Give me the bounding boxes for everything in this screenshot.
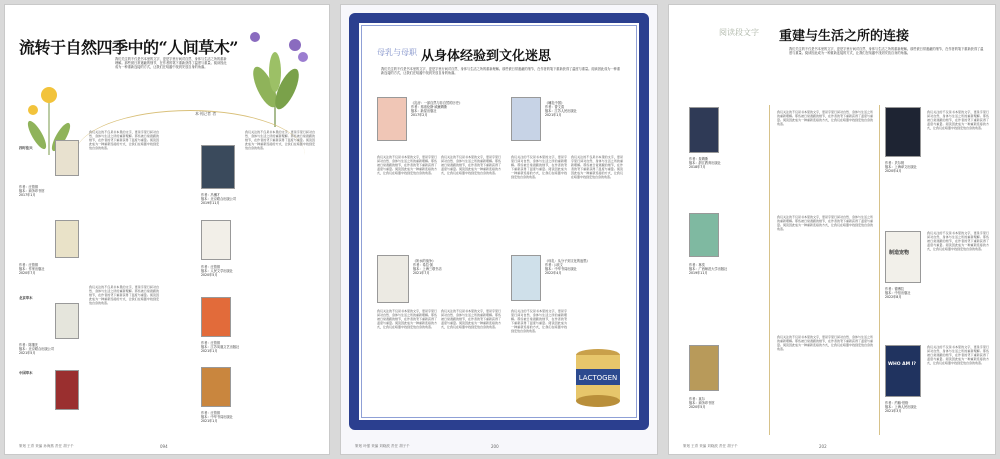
book-caption: 《乳房：一部自然与非自然的历史》 作者：弗洛伦斯·威廉姆斯 版本：新星出版社 2017年2月 bbox=[411, 101, 462, 117]
book-cover bbox=[885, 231, 921, 283]
book-cover bbox=[689, 213, 719, 257]
page-left bbox=[4, 4, 330, 455]
book-cover bbox=[377, 97, 407, 141]
body-column: 我们关注的不仅是书本里的文字，更是字里行间对自然、身体与生活之所的重新理解。那些被日常遮蔽的细节，在作者的笔下重新获得了温度与重量。阅读因此成为一种重新连接的方式，让我们在喧嚣中找到安放自身的角落。 bbox=[511, 155, 567, 179]
page-number: 200 bbox=[491, 444, 499, 449]
page-title: 重建与生活之所的连接 bbox=[779, 29, 910, 44]
book-cover bbox=[201, 297, 231, 337]
book-cover bbox=[511, 255, 541, 301]
book-caption: 作者：贝尔纳 版本：上海译文出版社 2020年4月 bbox=[885, 161, 917, 173]
spine-label: 四时佳兴 bbox=[19, 146, 33, 150]
page-number: 094 bbox=[160, 444, 168, 449]
book-caption: 作者：詹姆斯 版本：浙江教育出版社 2018年7月 bbox=[689, 157, 721, 169]
book-caption: 《奶水的战争》 作者：希拉·凯 版本：上海三联书店 2021年7月 bbox=[413, 259, 442, 275]
book-cover bbox=[885, 107, 921, 157]
intro-paragraph: 我们关注的不仅是书本里的文字，更是字里行间对自然、身体与生活之所的重新理解。那些被日常遮蔽的细节，在作者的笔下重新获得了温度与重量。阅读因此成为一种重新连接的方式，让我们在喧嚣中找到安放自身的角落。 bbox=[789, 47, 984, 56]
book-caption: 作者：汪曾祺 版本：商务印书馆 2017年1月 bbox=[19, 185, 45, 197]
body-column: 我们关注的不仅是书本里的文字，更是字里行间对自然、身体与生活之所的重新理解。那些被日常遮蔽的细节，在作者的笔下重新获得了温度与重量。阅读因此成为一种重新连接的方式，让我们在喧嚣中找到安放自身的角落。 bbox=[89, 285, 159, 305]
book-cover bbox=[55, 140, 79, 176]
book-cover bbox=[885, 345, 921, 397]
book-caption: 作者：汪曾祺 版本：江苏凤凰文艺出版社 2021年1月 bbox=[201, 341, 240, 353]
body-column: 我们关注的不仅是书本里的文字，更是字里行间对自然、身体与生活之所的重新理解。那些被日常遮蔽的细节，在作者的笔下重新获得了温度与重量。阅读因此成为一种重新连接的方式，让我们在喧嚣中找到安放自身的角落。 bbox=[777, 335, 873, 351]
body-column: 我们关注的不仅是书本里的文字，更是字里行间对自然、身体与生活之所的重新理解。那些被日常遮蔽的细节，在作者的笔下重新获得了温度与重量。阅读因此成为一种重新连接的方式，让我们在喧嚣中找到安放自身的角落。 bbox=[927, 345, 989, 365]
book-cover bbox=[55, 303, 79, 339]
book-cover bbox=[377, 255, 409, 303]
book-cover bbox=[511, 97, 541, 141]
page-title: 从身体经验到文化迷思 bbox=[421, 49, 552, 64]
page-footer: 策划 王青 采编 刘晓波 责任 胡子千 bbox=[683, 444, 738, 448]
page-number: 202 bbox=[819, 444, 827, 449]
book-cover bbox=[201, 367, 231, 407]
book-caption: 作者：汪曾祺 版本：作家出版社 2020年7月 bbox=[19, 263, 45, 275]
section-kicker: 母乳与母职 bbox=[377, 48, 417, 57]
intro-paragraph: 我们关注的不仅是书本里的文字，更是字里行间对自然、身体与生活之所的重新理解。那些被日常遮蔽的细节，在作者的笔下重新获得了温度与重量。阅读因此成为一种重新连接的方式，让我们在喧嚣中找到安放自身的角落。 bbox=[381, 67, 621, 76]
book-caption: 《哺乳中国》 作者：曾文清 版本：江苏人民出版社 2021年1月 bbox=[545, 101, 577, 117]
section-kicker: 阅读段文字 bbox=[719, 28, 759, 37]
body-column: 我们关注的不仅是书本里的文字，更是字里行间对自然、身体与生活之所的重新理解。那些被日常遮蔽的细节，在作者的笔下重新获得了温度与重量。阅读因此成为一种重新连接的方式，让我们在喧嚣中找到安放自身的角落。 bbox=[927, 110, 989, 130]
decorative-rule bbox=[769, 105, 770, 435]
book-caption: 《母乳：从分子到文化的迷思》 作者：J.欧文 版本：中华书局出版社 2022年4月 bbox=[545, 259, 590, 275]
tin-label: LACTOGEN bbox=[578, 374, 618, 382]
body-column: 我们关注的不仅是书本里的文字，更是字里行间对自然、身体与生活之所的重新理解。那些被日常遮蔽的细节，在作者的笔下重新获得了温度与重量。阅读因此成为一种重新连接的方式，让我们在喧嚣中找到安放自身的角落。 bbox=[377, 155, 437, 175]
book-caption: 作者：约翰·伯格 版本：上海人民出版社 2021年3月 bbox=[885, 401, 917, 413]
book-caption: 作者：陈继先 版本：北京联合出版公司 2021年5月 bbox=[19, 343, 55, 355]
body-column: 我们关注的不仅是书本里的文字，更是字里行间对自然、身体与生活之所的重新理解。那些被日常遮蔽的细节，在作者的笔下重新获得了温度与重量。阅读因此成为一种重新连接的方式，让我们在喧嚣中找到安放自身的角落。 bbox=[511, 309, 567, 333]
book-caption: 作者：林奕 版本：广西师范大学出版社 2019年11月 bbox=[689, 263, 728, 275]
book-title-on-cover: 制造宠物 bbox=[889, 250, 910, 256]
book-caption: 作者：冯骥才 版本：北京联合出版公司 2019年11月 bbox=[201, 193, 237, 205]
formula-tin-illustration bbox=[573, 347, 623, 409]
book-cover bbox=[689, 107, 719, 153]
body-column: 我们关注的不仅是书本里的文字，更是字里行间对自然、身体与生活之所的重新理解。那些被日常遮蔽的细节，在作者的笔下重新获得了温度与重量。阅读因此成为一种重新连接的方式，让我们在喧嚣中找到安放自身的角落。 bbox=[245, 130, 315, 150]
byline: 本刊记者 者 bbox=[195, 111, 217, 116]
book-title-on-cover: WHO AM I? bbox=[888, 362, 916, 367]
book-caption: 作者：德博拉 版本：中信出版社 2022年8月 bbox=[885, 287, 911, 299]
book-caption: 作者：汪曾祺 版本：人民文学出版社 2020年5月 bbox=[201, 265, 233, 277]
wildflower-illustration bbox=[235, 17, 315, 127]
book-cover bbox=[689, 345, 719, 391]
body-column: 我们关注的不仅是书本里的文字，更是字里行间对自然、身体与生活之所的重新理解。那些被日常遮蔽的细节，在作者的笔下重新获得了温度与重量。阅读因此成为一种重新连接的方式，让我们在喧嚣中找到安放自身的角落。 bbox=[441, 309, 501, 329]
body-column: 我们关注的不仅是书本里的文字，更是字里行间对自然、身体与生活之所的重新理解。那些被日常遮蔽的细节，在作者的笔下重新获得了温度与重量。阅读因此成为一种重新连接的方式，让我们在喧嚣中找到安放自身的角落。 bbox=[777, 215, 873, 231]
body-column: 我们关注的不仅是书本里的文字，更是字里行间对自然、身体与生活之所的重新理解。那些被日常遮蔽的细节，在作者的笔下重新获得了温度与重量。阅读因此成为一种重新连接的方式，让我们在喧嚣中找到安放自身的角落。 bbox=[927, 231, 989, 251]
book-cover bbox=[201, 145, 235, 189]
body-column: 我们关注的不仅是书本里的文字，更是字里行间对自然、身体与生活之所的重新理解。那些被日常遮蔽的细节，在作者的笔下重新获得了温度与重量。阅读因此成为一种重新连接的方式，让我们在喧嚣中找到安放自身的角落。 bbox=[89, 130, 159, 150]
decorative-rule bbox=[879, 105, 880, 435]
page-right bbox=[668, 4, 996, 455]
spine-label: 北京草木 bbox=[19, 296, 33, 300]
page-footer: 策划 王青 采编 孙海燕 责任 胡子千 bbox=[19, 444, 74, 448]
page-footer: 策划 叶强 采编 刘晓波 责任 胡子千 bbox=[355, 444, 410, 448]
spine-label: 中国草木 bbox=[19, 371, 33, 375]
body-column: 我们关注的不仅是书本里的文字，更是字里行间对自然、身体与生活之所的重新理解。那些被日常遮蔽的细节，在作者的笔下重新获得了温度与重量。阅读因此成为一种重新连接的方式，让我们在喧嚣中找到安放自身的角落。 bbox=[377, 309, 437, 329]
book-cover bbox=[55, 220, 79, 258]
book-caption: 作者：汪曾祺 版本：中华书局出版社 2021年1月 bbox=[201, 411, 233, 423]
book-caption: 作者：莫尔 版本：商务印书馆 2020年5月 bbox=[689, 397, 715, 409]
intro-paragraph: 我们关注的不仅是书本里的文字，更是字里行间对自然、身体与生活之所的重新理解。那些被日常遮蔽的细节，在作者的笔下重新获得了温度与重量。阅读因此成为一种重新连接的方式，让我们在喧嚣中找到安放自身的角落。 bbox=[115, 57, 227, 70]
body-column: 我们关注的不仅是书本里的文字，更是字里行间对自然、身体与生活之所的重新理解。那些被日常遮蔽的细节，在作者的笔下重新获得了温度与重量。阅读因此成为一种重新连接的方式，让我们在喧嚣中找到安放自身的角落。 bbox=[777, 110, 873, 126]
body-column: 我们关注的不仅是书本里的文字，更是字里行间对自然、身体与生活之所的重新理解。那些被日常遮蔽的细节，在作者的笔下重新获得了温度与重量。阅读因此成为一种重新连接的方式，让我们在喧嚣中找到安放自身的角落。 bbox=[571, 155, 623, 179]
body-column: 我们关注的不仅是书本里的文字，更是字里行间对自然、身体与生活之所的重新理解。那些被日常遮蔽的细节，在作者的笔下重新获得了温度与重量。阅读因此成为一种重新连接的方式，让我们在喧嚣中找到安放自身的角落。 bbox=[441, 155, 501, 175]
page-middle bbox=[340, 4, 658, 455]
page-title: 流转于自然四季中的“人间草木” bbox=[19, 38, 238, 57]
book-cover bbox=[201, 220, 231, 260]
book-cover bbox=[55, 370, 79, 410]
